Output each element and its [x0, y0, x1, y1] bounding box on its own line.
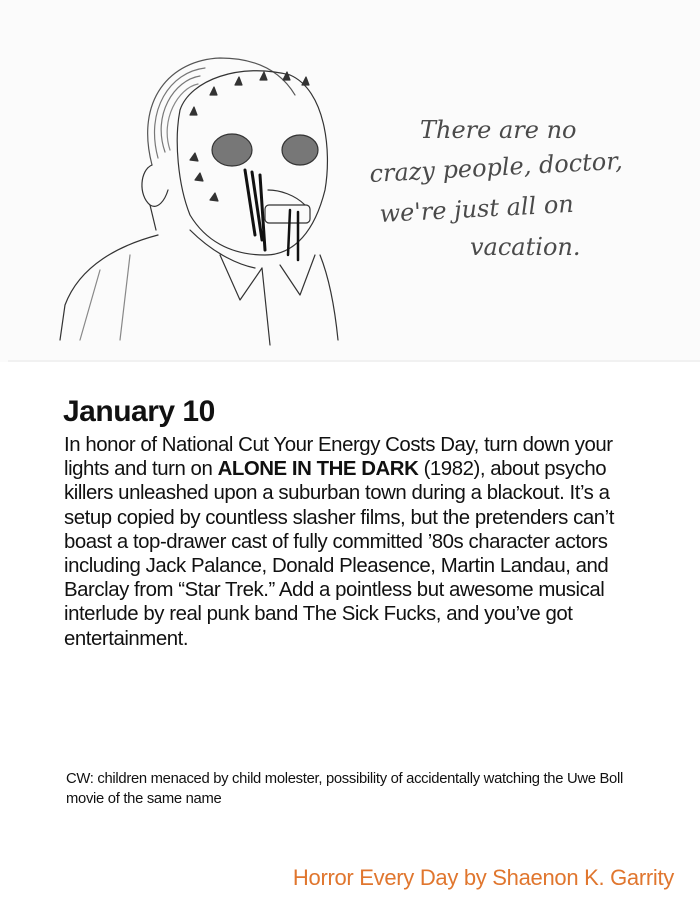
quote-handwriting: [360, 100, 660, 270]
credit-line: Horror Every Day by Shaenon K. Garrity: [292, 865, 674, 890]
quote-line: There are no: [420, 116, 577, 144]
hockey-mask-sketch: [40, 40, 340, 350]
entry-text-after: (1982), about psycho killers unleashed upon a suburban town during a blackout. It’s a setup copied by countless slasher films, but the pretenders can’t boast a top-drawer cast of fully committed ’80s character actors including Jack Palance, Donald Pleasence, Martin Landau, and Barclay from “Star Trek.” Add a pointless but awesome musical interlude by real punk band The Sick Fucks, and you’ve got entertainment.: [64, 458, 614, 650]
quote-line: vacation.: [470, 233, 581, 261]
movie-title: ALONE IN THE DARK: [217, 458, 419, 481]
quote-line: we're just all on: [378, 189, 575, 228]
paper-edge: [8, 360, 700, 362]
entry-date: January 10: [63, 395, 215, 428]
quote-line: crazy people, doctor,: [368, 146, 624, 188]
content-warning: CW: children menaced by child molester, possibility of accidentally watching the Uwe Boll movie of the same name: [66, 771, 623, 807]
entry-body: [64, 433, 634, 651]
entry-text-before: In honor of National Cut Your Energy Costs Day, turn down your lights and turn on: [64, 434, 613, 481]
